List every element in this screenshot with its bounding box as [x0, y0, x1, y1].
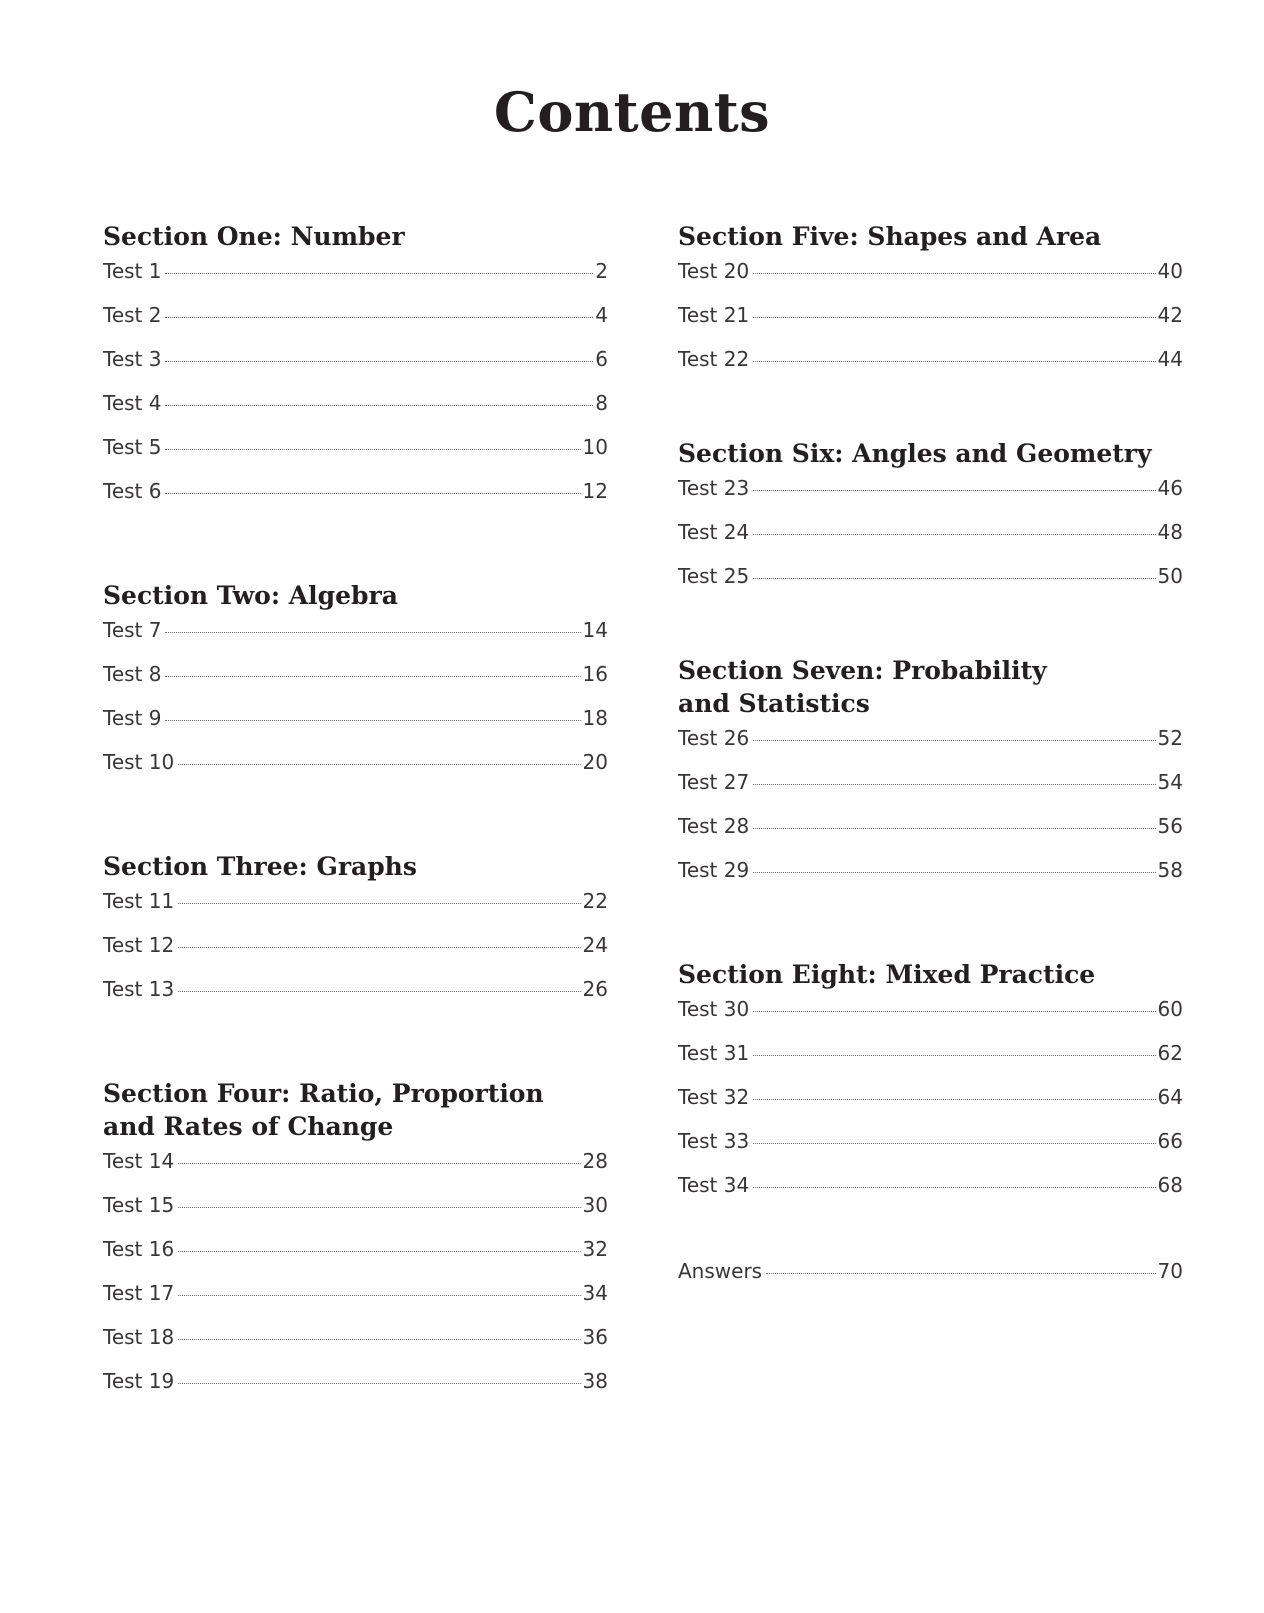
dot-leader	[165, 317, 593, 318]
toc-entry-test-14[interactable]	[103, 1149, 608, 1193]
toc-entry-page-number: 24	[582, 933, 608, 957]
toc-entry-label: Test 6	[103, 479, 162, 503]
toc-entry-label: Test 13	[103, 977, 175, 1001]
toc-entry-test-1[interactable]	[103, 259, 608, 303]
dot-leader	[753, 534, 1155, 535]
toc-entry-label: Test 1	[103, 259, 162, 283]
toc-entry-page-number: 44	[1157, 347, 1183, 371]
dot-leader	[753, 1055, 1155, 1056]
section-heading: Section Five: Shapes and Area	[678, 222, 1102, 251]
dot-leader	[766, 1273, 1155, 1274]
toc-entry-label: Test 29	[678, 858, 750, 882]
toc-entry-test-31[interactable]	[678, 1041, 1183, 1085]
toc-entry-test-9[interactable]	[103, 706, 608, 750]
dot-leader	[753, 784, 1155, 785]
toc-entry-label: Test 15	[103, 1193, 175, 1217]
toc-entry-test-6[interactable]	[103, 479, 608, 523]
section-spacer	[678, 391, 1183, 437]
toc-entry-page-number: 16	[582, 662, 608, 686]
dot-leader	[753, 361, 1155, 362]
dot-leader	[753, 828, 1155, 829]
toc-entry-label: Test 7	[103, 618, 162, 642]
toc-entry-label: Test 3	[103, 347, 162, 371]
toc-entry-test-4[interactable]	[103, 391, 608, 435]
toc-entry-test-5[interactable]	[103, 435, 608, 479]
toc-entry-label: Test 2	[103, 303, 162, 327]
toc-entry-page-number: 22	[582, 889, 608, 913]
toc-section	[103, 850, 608, 1021]
toc-entry-label: Test 24	[678, 520, 750, 544]
toc-entry-test-7[interactable]	[103, 618, 608, 662]
toc-entry-label: Test 33	[678, 1129, 750, 1153]
section-spacer	[103, 1021, 608, 1077]
toc-entry-page-number: 52	[1157, 726, 1183, 750]
toc-entry-test-19[interactable]	[103, 1369, 608, 1413]
toc-left-column	[103, 220, 608, 1413]
toc-entry-page-number: 10	[582, 435, 608, 459]
toc-entry-page-number: 36	[582, 1325, 608, 1349]
dot-leader	[178, 764, 580, 765]
toc-entry-test-24[interactable]	[678, 520, 1183, 564]
toc-entry-answers[interactable]	[678, 1259, 1183, 1303]
section-spacer	[678, 608, 1183, 654]
dot-leader	[753, 1187, 1155, 1188]
toc-entry-page-number: 4	[595, 303, 608, 327]
toc-entry-test-16[interactable]	[103, 1237, 608, 1281]
toc-entry-test-11[interactable]	[103, 889, 608, 933]
toc-entry-page-number: 8	[595, 391, 608, 415]
page-title: Contents	[493, 80, 771, 144]
toc-entry-page-number: 48	[1157, 520, 1183, 544]
toc-entry-page-number: 70	[1157, 1259, 1183, 1283]
dot-leader	[753, 490, 1155, 491]
toc-entry-label: Test 4	[103, 391, 162, 415]
dot-leader	[165, 361, 593, 362]
dot-leader	[178, 1163, 580, 1164]
toc-entry-page-number: 66	[1157, 1129, 1183, 1153]
toc-entry-label: Test 30	[678, 997, 750, 1021]
dot-leader	[753, 1099, 1155, 1100]
dot-leader	[753, 1143, 1155, 1144]
toc-entry-label: Test 22	[678, 347, 750, 371]
toc-entry-test-2[interactable]	[103, 303, 608, 347]
toc-entry-page-number: 68	[1157, 1173, 1183, 1197]
toc-entry-test-3[interactable]	[103, 347, 608, 391]
toc-entry-page-number: 20	[582, 750, 608, 774]
toc-entry-test-25[interactable]	[678, 564, 1183, 608]
toc-entry-page-number: 18	[582, 706, 608, 730]
dot-leader	[165, 720, 580, 721]
section-heading: Section Eight: Mixed Practice	[678, 960, 1096, 989]
section-heading: Section Two: Algebra	[103, 581, 398, 610]
section-heading: Section Seven: Probability and Statistics	[678, 656, 1047, 718]
toc-entry-label: Test 16	[103, 1237, 175, 1261]
dot-leader	[753, 317, 1155, 318]
toc-entry-label: Test 27	[678, 770, 750, 794]
toc-entry-label: Test 28	[678, 814, 750, 838]
toc-entry-page-number: 50	[1157, 564, 1183, 588]
toc-entry-page-number: 60	[1157, 997, 1183, 1021]
dot-leader	[178, 1251, 580, 1252]
dot-leader	[165, 449, 580, 450]
dot-leader	[753, 578, 1155, 579]
dot-leader	[178, 903, 580, 904]
toc-entry-page-number: 38	[582, 1369, 608, 1393]
section-spacer	[678, 1217, 1183, 1259]
toc-entry-label: Test 25	[678, 564, 750, 588]
section-spacer	[103, 794, 608, 850]
toc-entry-page-number: 2	[595, 259, 608, 283]
toc-section	[103, 579, 608, 794]
toc-entry-page-number: 12	[582, 479, 608, 503]
toc-entry-test-18[interactable]	[103, 1325, 608, 1369]
toc-entry-page-number: 14	[582, 618, 608, 642]
toc-entry-label: Test 32	[678, 1085, 750, 1109]
toc-entry-label: Answers	[678, 1259, 763, 1283]
toc-entry-test-34[interactable]	[678, 1173, 1183, 1217]
toc-entry-test-15[interactable]	[103, 1193, 608, 1237]
toc-entry-label: Test 18	[103, 1325, 175, 1349]
dot-leader	[165, 273, 593, 274]
section-spacer	[103, 523, 608, 579]
toc-entry-label: Test 5	[103, 435, 162, 459]
toc-entry-page-number: 42	[1157, 303, 1183, 327]
toc-entry-page-number: 30	[582, 1193, 608, 1217]
toc-entry-label: Test 14	[103, 1149, 175, 1173]
toc-entry-page-number: 26	[582, 977, 608, 1001]
dot-leader	[165, 405, 593, 406]
section-heading: Section Four: Ratio, Proportion and Rates of Change	[103, 1079, 544, 1141]
dot-leader	[165, 632, 580, 633]
toc-entry-test-27[interactable]	[678, 770, 1183, 814]
toc-entry-page-number: 62	[1157, 1041, 1183, 1065]
section-heading: Section Three: Graphs	[103, 852, 417, 881]
toc-entry-test-17[interactable]	[103, 1281, 608, 1325]
dot-leader	[178, 1207, 580, 1208]
toc-entry-page-number: 32	[582, 1237, 608, 1261]
toc-entry-test-21[interactable]	[678, 303, 1183, 347]
dot-leader	[753, 273, 1155, 274]
toc-entry-label: Test 20	[678, 259, 750, 283]
toc-entry-test-13[interactable]	[103, 977, 608, 1021]
toc-entry-label: Test 12	[103, 933, 175, 957]
toc-entry-page-number: 58	[1157, 858, 1183, 882]
section-heading: Section One: Number	[103, 222, 405, 251]
toc-entry-test-30[interactable]	[678, 997, 1183, 1041]
toc-entry-page-number: 34	[582, 1281, 608, 1305]
toc-entry-page-number: 40	[1157, 259, 1183, 283]
toc-section	[678, 437, 1183, 608]
toc-entry-test-20[interactable]	[678, 259, 1183, 303]
toc-entry-test-29[interactable]	[678, 858, 1183, 902]
dot-leader	[178, 991, 580, 992]
toc-entry-test-10[interactable]	[103, 750, 608, 794]
dot-leader	[753, 872, 1155, 873]
toc-entry-page-number: 64	[1157, 1085, 1183, 1109]
toc-entry-label: Test 31	[678, 1041, 750, 1065]
toc-entry-page-number: 56	[1157, 814, 1183, 838]
toc-entry-page-number: 54	[1157, 770, 1183, 794]
toc-entry-label: Test 19	[103, 1369, 175, 1393]
toc-section	[103, 220, 608, 523]
dot-leader	[165, 493, 580, 494]
toc-entry-test-22[interactable]	[678, 347, 1183, 391]
toc-section	[678, 654, 1183, 902]
toc-entry-label: Test 17	[103, 1281, 175, 1305]
toc-right-column	[678, 220, 1183, 1303]
toc-entry-label: Test 34	[678, 1173, 750, 1197]
dot-leader	[165, 676, 580, 677]
toc-section	[678, 958, 1183, 1217]
toc-entry-label: Test 10	[103, 750, 175, 774]
toc-entry-test-33[interactable]	[678, 1129, 1183, 1173]
toc-entry-test-23[interactable]	[678, 476, 1183, 520]
dot-leader	[178, 947, 580, 948]
dot-leader	[178, 1383, 580, 1384]
toc-entry-label: Test 9	[103, 706, 162, 730]
toc-entry-test-8[interactable]	[103, 662, 608, 706]
toc-entry-page-number: 6	[595, 347, 608, 371]
toc-entry-test-32[interactable]	[678, 1085, 1183, 1129]
toc-entry-test-12[interactable]	[103, 933, 608, 977]
dot-leader	[178, 1339, 580, 1340]
toc-entry-label: Test 26	[678, 726, 750, 750]
dot-leader	[178, 1295, 580, 1296]
toc-entry-label: Test 11	[103, 889, 175, 913]
section-heading: Section Six: Angles and Geometry	[678, 439, 1152, 468]
toc-entry-label: Test 8	[103, 662, 162, 686]
section-spacer	[678, 902, 1183, 958]
toc-entry-test-28[interactable]	[678, 814, 1183, 858]
toc-section	[678, 220, 1183, 391]
toc-entry-page-number: 46	[1157, 476, 1183, 500]
toc-entry-label: Test 21	[678, 303, 750, 327]
dot-leader	[753, 1011, 1155, 1012]
toc-entry-test-26[interactable]	[678, 726, 1183, 770]
toc-entry-page-number: 28	[582, 1149, 608, 1173]
toc-section	[103, 1077, 608, 1413]
dot-leader	[753, 740, 1155, 741]
toc-entry-label: Test 23	[678, 476, 750, 500]
